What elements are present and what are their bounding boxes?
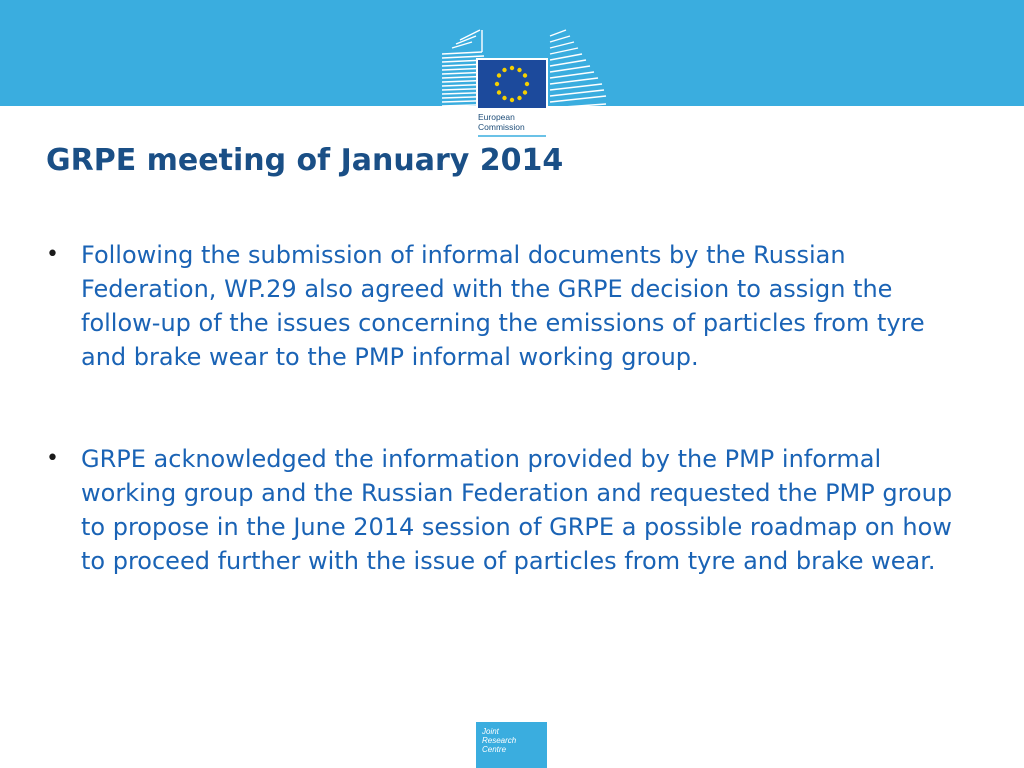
jrc-caption	[482, 727, 516, 754]
logo-caption-line2: Commission	[478, 122, 525, 132]
jrc-line1: Joint	[482, 727, 499, 736]
building-lines-right-icon	[550, 30, 606, 108]
logo-caption	[478, 112, 546, 132]
bullet-text: GRPE acknowledged the information provided by the PMP informal working group and the Russian Federation and requested the PMP group to propose in the June 2014 session of GRPE a possible roadmap on how to proceed further with the issue of particles from tyre and brake wear.	[81, 445, 953, 575]
bullet-marker-icon: •	[46, 446, 59, 471]
jrc-line3: Centre	[482, 745, 507, 754]
jrc-logo	[476, 722, 547, 768]
bullet-item	[46, 238, 976, 374]
bullet-item	[46, 442, 976, 578]
bullet-marker-icon: •	[46, 242, 59, 267]
jrc-line2: Research	[482, 736, 517, 745]
bullet-list	[46, 238, 976, 578]
logo-caption-line1: European	[478, 112, 515, 122]
slide-title: GRPE meeting of January 2014	[46, 143, 564, 178]
bullet-text: Following the submission of informal documents by the Russian Federation, WP.29 also agreed with the GRPE decision to assign the follow-up of the issues concerning the emissions of particles from tyre and brake wear to the PMP informal working group.	[81, 241, 925, 371]
